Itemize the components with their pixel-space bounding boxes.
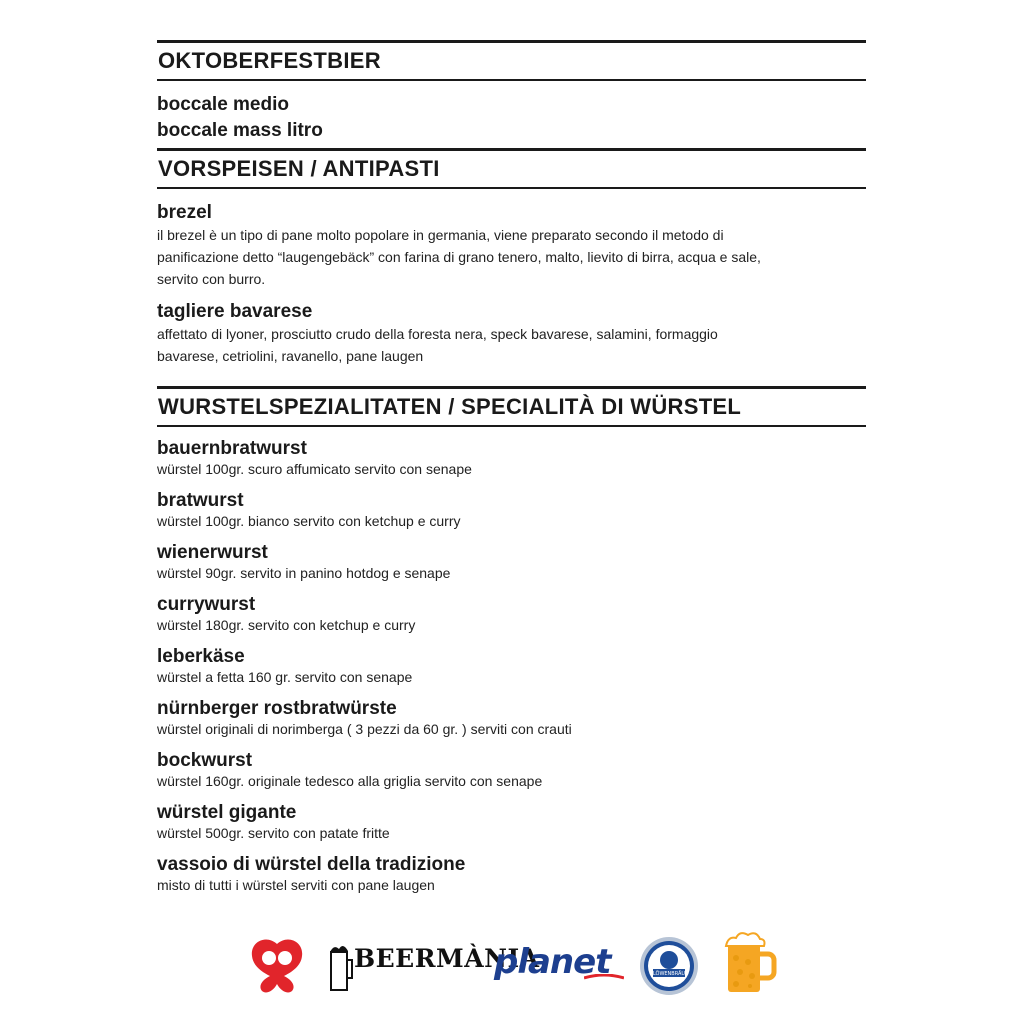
beer-item-mass: boccale mass litro xyxy=(157,120,323,141)
menu-item xyxy=(157,300,866,367)
menu-item xyxy=(157,437,866,479)
lowenbrau-badge-icon xyxy=(639,936,699,996)
beer-list xyxy=(157,81,866,148)
menu-item-name: tagliere bavarese xyxy=(157,301,313,322)
menu-item-name: currywurst xyxy=(157,594,256,615)
menu-page xyxy=(157,40,866,895)
planet-logo: planet xyxy=(494,942,611,982)
planet-underline-icon xyxy=(584,974,624,980)
menu-item xyxy=(157,697,866,739)
menu-item-description: misto di tutti i würstel serviti con pane laugen xyxy=(157,877,435,893)
menu-item-description: il brezel è un tipo di pane molto popolare in germania, viene preparato secondo il metodo di panificazione detto “laugengebäck” con farina di grano tenero, malto, lievito di birra, acqua e sale, servito con burro. xyxy=(157,227,761,287)
beermania-logo: BEERMÀNIA xyxy=(354,944,540,973)
beer-mug-icon xyxy=(722,930,778,996)
menu-item-description: würstel 100gr. bianco servito con ketchup e curry xyxy=(157,513,461,529)
menu-item xyxy=(157,201,866,290)
menu-item xyxy=(157,645,866,687)
wurstel-section xyxy=(157,386,866,895)
sponsor-logos xyxy=(244,934,784,998)
beer-item-medio: boccale medio xyxy=(157,94,289,115)
menu-item xyxy=(157,489,866,531)
lowenbrau-text: LÖWENBRÄU xyxy=(652,971,686,977)
menu-item-description: würstel a fetta 160 gr. servito con senape xyxy=(157,669,413,685)
menu-item xyxy=(157,853,866,895)
menu-item-name: leberkäse xyxy=(157,646,245,667)
menu-item xyxy=(157,801,866,843)
section-title-wurstel: WURSTELSPEZIALITATEN / SPECIALITÀ DI WÜRSTEL xyxy=(157,386,866,427)
menu-item-description: würstel 180gr. servito con ketchup e curry xyxy=(157,617,416,633)
menu-item-name: bauernbratwurst xyxy=(157,438,307,459)
menu-item-name: bockwurst xyxy=(157,750,253,771)
section-title-oktoberfestbier: OKTOBERFESTBIER xyxy=(157,40,866,81)
menu-item xyxy=(157,749,866,791)
menu-item-description: würstel 100gr. scuro affumicato servito con senape xyxy=(157,461,472,477)
menu-item-name: wienerwurst xyxy=(157,542,268,563)
menu-item-name: brezel xyxy=(157,202,212,223)
menu-item-description: würstel 90gr. servito in panino hotdog e senape xyxy=(157,565,451,581)
menu-item xyxy=(157,541,866,583)
menu-item-description: würstel originali di norimberga ( 3 pezzi da 60 gr. ) serviti con crauti xyxy=(157,721,572,737)
menu-item-name: nürnberger rostbratwürste xyxy=(157,698,397,719)
beer-mug-sketch-icon xyxy=(328,938,354,994)
section-title-antipasti: VORSPEISEN / ANTIPASTI xyxy=(157,148,866,189)
menu-item-description: würstel 500gr. servito con patate fritte xyxy=(157,825,390,841)
menu-item-name: würstel gigante xyxy=(157,802,297,823)
menu-item-name: vassoio di würstel della tradizione xyxy=(157,854,466,875)
pretzel-logo-icon xyxy=(248,936,306,994)
menu-item xyxy=(157,593,866,635)
menu-item-description: affettato di lyoner, prosciutto crudo della foresta nera, speck bavarese, salamini, formaggio bavarese, cetriolini, ravanello, pane laugen xyxy=(157,326,718,364)
menu-item-description: würstel 160gr. originale tedesco alla griglia servito con senape xyxy=(157,773,543,789)
menu-item-name: bratwurst xyxy=(157,490,244,511)
antipasti-list xyxy=(157,201,866,367)
